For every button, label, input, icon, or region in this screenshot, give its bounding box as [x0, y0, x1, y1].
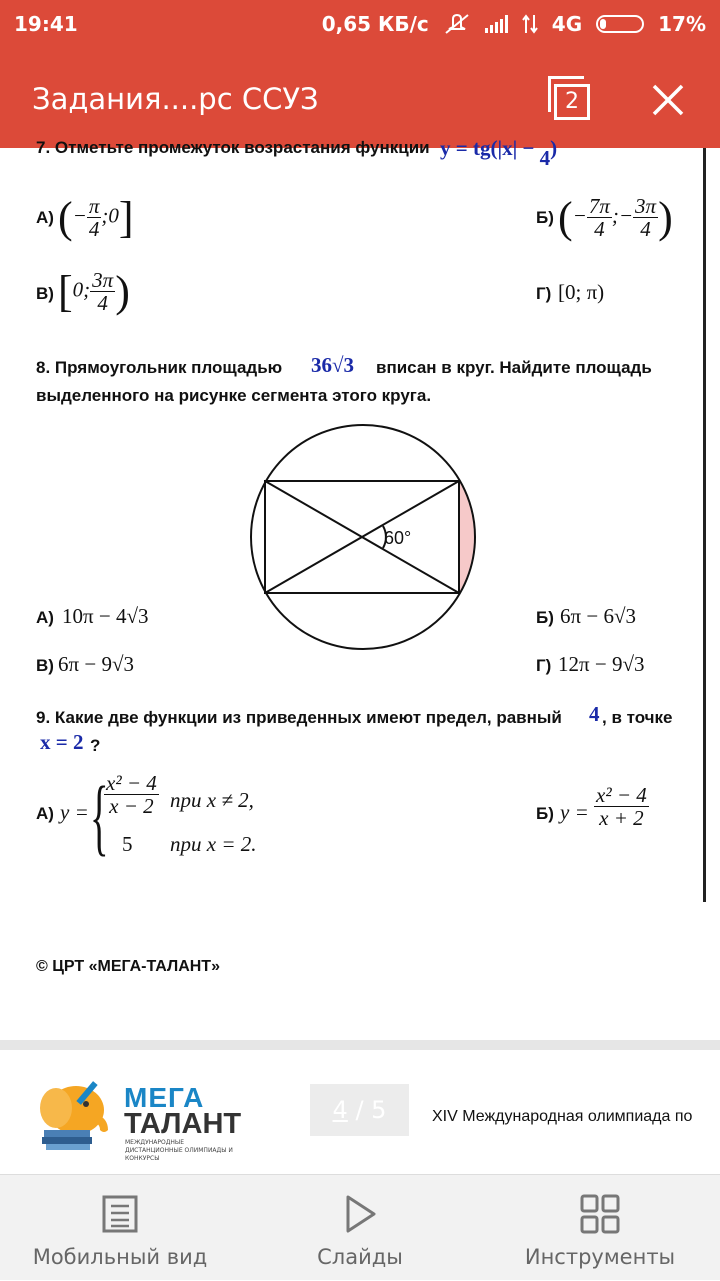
app-bar [0, 0, 720, 148]
q9-a-five: 5 [122, 832, 133, 856]
q7-option-c-label: В) [36, 284, 54, 303]
signal-icon [485, 15, 508, 33]
q7-option-b[interactable]: (− $\frac{7\pi}{4}$ ;− $\frac{3\pi}{4}$ ) [558, 193, 673, 242]
logo-line-1: МЕГА [124, 1082, 205, 1113]
q7-text: 7. Отметьте промежуток возрастания функции [36, 138, 430, 157]
q8-option-c[interactable]: 6π − 9√3 [58, 652, 134, 676]
page-separator-text: / [347, 1096, 372, 1124]
close-icon[interactable] [648, 80, 688, 120]
page-total: 5 [371, 1096, 387, 1124]
angle-label: 60° [384, 528, 412, 548]
page-edge [703, 148, 706, 902]
network-type: 4G [551, 12, 583, 36]
q8-text-2: вписан в круг. Найдите площадь [376, 358, 652, 377]
network-speed: 0,65 КБ/с [321, 12, 429, 36]
q7-option-b-label: Б) [536, 208, 554, 227]
q8-option-b[interactable]: 6π − 6√3 [560, 604, 636, 628]
nav-tools-label: Инструменты [524, 1245, 676, 1269]
nav-slides[interactable] [260, 1175, 460, 1281]
q8-option-d[interactable]: 12π − 9√3 [558, 652, 645, 676]
nav-mobile-label: Мобильный вид [32, 1245, 208, 1269]
mute-icon [443, 13, 471, 35]
q7-option-d[interactable]: [0; π) [558, 280, 605, 304]
data-arrows-icon [522, 13, 538, 35]
q8-text-3: выделенного на рисунке сегмента этого круга. [36, 386, 432, 405]
q8-option-a-label: А) [36, 608, 54, 627]
elephant-logo-icon [34, 1074, 124, 1154]
bottom-navigation [0, 1174, 720, 1280]
page-current: 4 [332, 1096, 348, 1124]
circle-rectangle-figure [246, 422, 480, 656]
tab-count: 2 [554, 84, 590, 120]
document-title: Задания....рс ССУЗ [32, 82, 319, 116]
copyright: © ЦРТ «МЕГА-ТАЛАНТ» [36, 958, 220, 975]
q8-text-1: 8. Прямоугольник площадью [36, 358, 283, 377]
q9-option-b-label: Б) [536, 804, 554, 823]
q9-option-a-label: А) [36, 804, 54, 823]
status-bar [0, 0, 720, 50]
page-separator [0, 1040, 720, 1050]
logo-tagline: МЕЖДУНАРОДНЫЕ ДИСТАНЦИОННЫЕ ОЛИМПИАДЫ И КОНКУРСЫ [125, 1139, 233, 1162]
document-page[interactable] [0, 136, 720, 1040]
q9-point: x = 2 [40, 730, 84, 754]
q8-area: 36√3 [311, 353, 355, 377]
battery-icon [596, 15, 644, 33]
q9-option-a[interactable] [60, 768, 290, 864]
q9-option-b[interactable] [560, 784, 670, 844]
q8-option-a[interactable]: 10π − 4√3 [62, 604, 149, 628]
grid-icon [580, 1193, 620, 1235]
q9-qmark: ? [90, 736, 101, 755]
q9-a-y: y = [60, 800, 89, 824]
q7-option-a[interactable]: (− $\frac{\pi}{4}$ ;0] [58, 193, 134, 242]
next-page-title: XIV Международная олимпиада по [432, 1108, 693, 1125]
logo-line-2: ТАЛАНТ [124, 1108, 242, 1140]
battery-level: 17% [658, 12, 706, 36]
document-list-icon [100, 1193, 140, 1235]
play-icon [340, 1193, 380, 1235]
q9-a-brace: { [90, 768, 109, 864]
q9-a-cond1: при x ≠ 2, [170, 788, 254, 812]
q8-option-b-label: Б) [536, 608, 554, 627]
q9-a-cond2: при x = 2. [170, 832, 257, 856]
q9-text-2: , в точке [602, 708, 673, 727]
tabs-button[interactable] [546, 76, 590, 120]
q7-function: y = tg(|x| − 4) [440, 136, 558, 170]
q8-option-c-label: В) [36, 656, 54, 675]
nav-slides-label: Слайды [317, 1245, 403, 1269]
q8-option-d-label: Г) [536, 656, 552, 675]
page-indicator [310, 1084, 409, 1136]
q7-option-a-label: А) [36, 208, 54, 227]
q9-b-y: y = [560, 800, 589, 824]
next-page-preview[interactable] [0, 1050, 720, 1174]
nav-tools[interactable] [500, 1175, 700, 1281]
q7-option-d-label: Г) [536, 284, 552, 303]
q9-a-fraction: $\frac{\text{x² − 4}}{x - 2}$ [106, 771, 157, 818]
status-time: 19:41 [14, 12, 78, 36]
q9-text-1: 9. Какие две функции из приведенных имеют предел, равный [36, 708, 562, 727]
nav-mobile-view[interactable] [20, 1175, 220, 1281]
q7-option-c[interactable]: [0; $\frac{3\pi}{4}$ ) [58, 267, 130, 316]
q9-b-fraction: $\frac{\text{x² − 4}}{x + 2}$ [596, 783, 647, 830]
q9-limit: 4 [589, 702, 600, 726]
